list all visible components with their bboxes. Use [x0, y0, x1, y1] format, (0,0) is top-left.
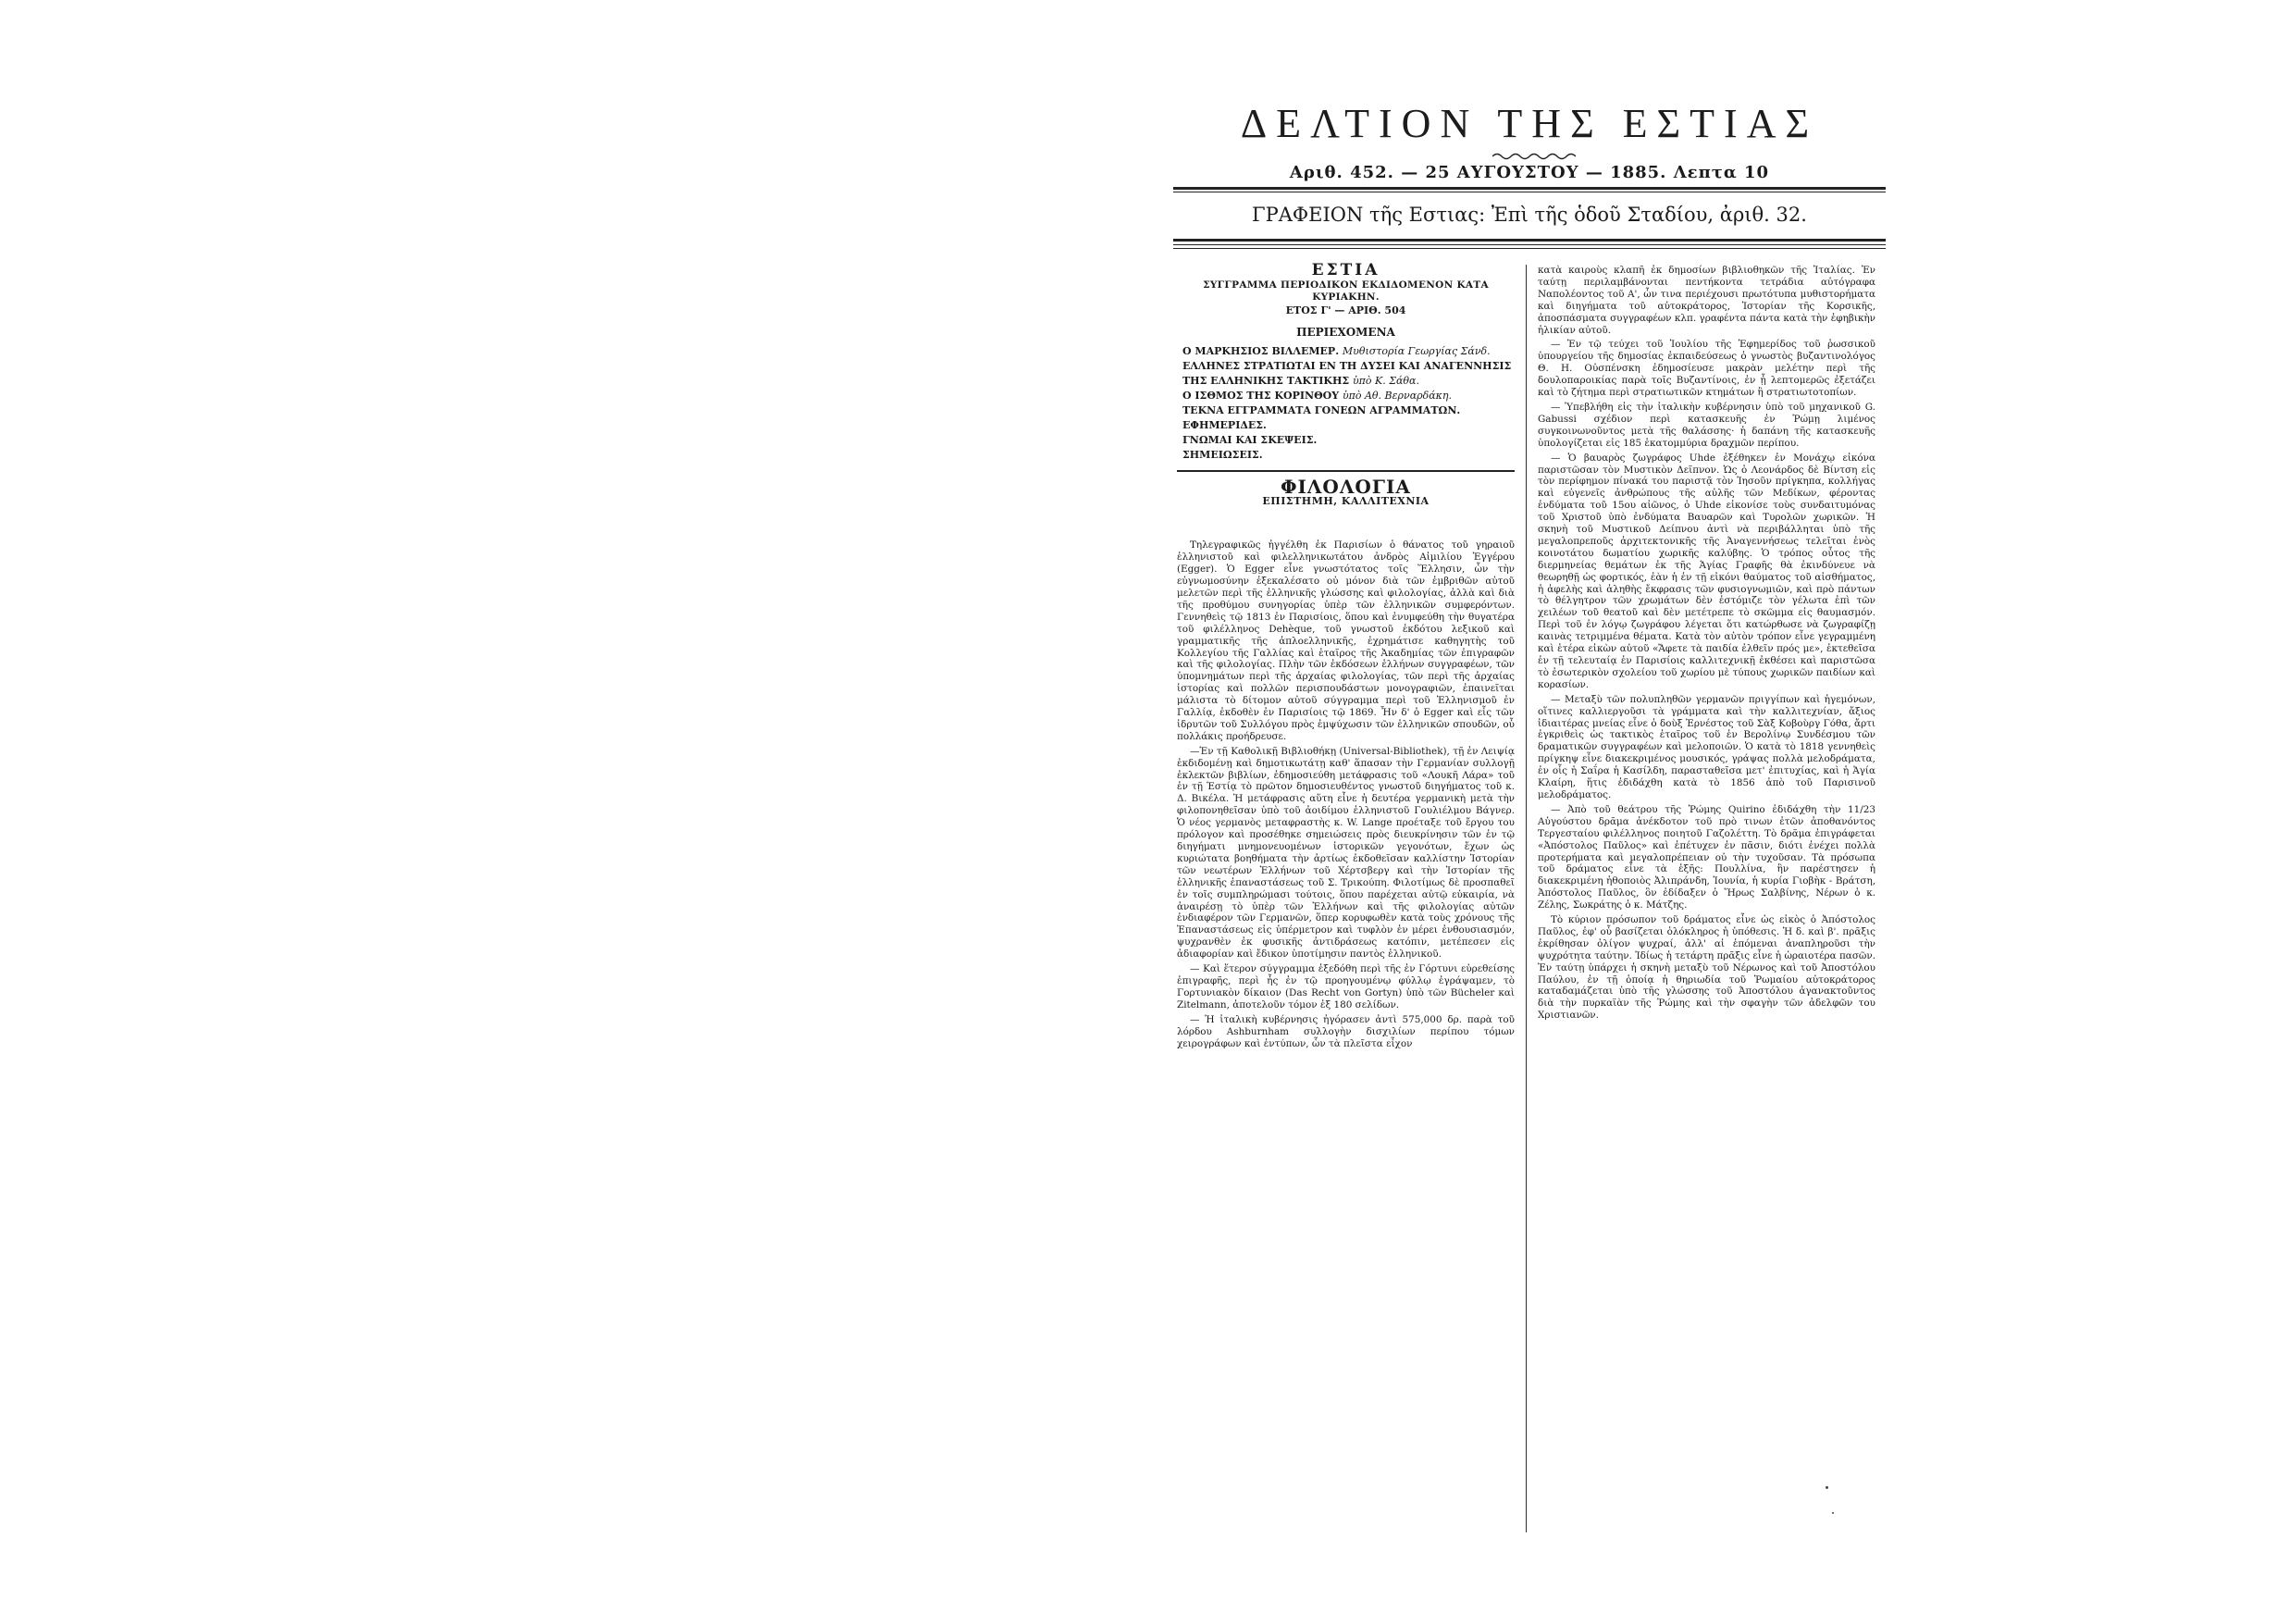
print-speck: [1826, 1486, 1828, 1489]
article-paragraph: —Ἐν τῇ Καθολικῇ Βιβλιοθήκῃ (Universal-Bibliothek), τῇ ἐν Λειψίᾳ ἐκδιδομένῃ καὶ δημοτικωτάτῃ καθ' ἅπασαν τὴν Γερμανίαν συλλογῇ ἐκλεκτῶν βιβλίων, ἐδημοσιεύθη μετάφρασις τοῦ «Λουκῆ Λάρα» τοῦ ἐν τῇ Ἑστίᾳ τὸ πρῶτον δημοσιευθέντος γνωστοῦ διηγήματος τοῦ κ. Δ. Βικέλα. Ἡ μετάφρασις αὕτη εἶνε ἡ δευτέρα γερμανικὴ μετὰ τὴν φιλοπονηθεῖσαν ὑπὸ τοῦ ἀοιδίμου ἑλληνιστοῦ Γουλιέλμου Βάγνερ. Ὁ νέος γερμανὸς μεταφραστὴς κ. W. Lange προέταξε τοῦ ἔργου του πρόλογον καὶ προσέθηκε σημειώσεις πρὸς διευκρίνησιν τῶν ἐν τῷ διηγήματι μνημονευομένων ἱστορικῶν γεγονότων, ἔχων ὡς κυριώτατα βοηθήματα τὴν ἀρτίως ἐκδοθεῖσαν καλλίστην Ἱστορίαν τῶν νεωτέρων Ἑλλήνων τοῦ Χέρτσβεργ καὶ τὴν Ἱστορίαν τῆς ἑλληνικῆς ἐπαναστάσεως τοῦ Σ. Τρικούπη. Φιλοτίμως δὲ προσπαθεῖ ἐν τοῖς συμπληρώμασι τούτοις, ὅπου παρέχεται αὐτῷ εὐκαιρία, νὰ ἀναιρέσῃ τὸ ὑπὲρ τῶν Ἑλλήνων καὶ τῆς φιλολογίας αὐτῶν ἐνδιαφέρον τῶν Γερμανῶν, ὅπερ κορυφωθὲν κατὰ τοὺς χρόνους τῆς Ἐπαναστάσεως εἰς ὑπέρμετρον καὶ τυφλὸν ἐν μέρει ἐνθουσιασμόν, ψυχρανθὲν ἐκ φυσικῆς ἀντιδράσεως κατόπιν, μετέπεσεν εἰς ἀδιαφορίαν καὶ ἔδικον ὑποτίμησιν παντὸς ἑλληνικοῦ.: [1177, 745, 1515, 961]
section-separator: [1177, 470, 1515, 472]
contents-item: ΣΗΜΕΙΩΣΕΙΣ.: [1182, 448, 1263, 461]
masthead-rule-top: [1173, 187, 1886, 190]
article-paragraph: Τὸ κύριον πρόσωπον τοῦ δράματος εἶνε ὡς εἰκὸς ὁ Ἀπόστολος Παῦλος, ἐφ' οὗ βασίζεται ὁλόκληρος ἡ ὑπόθεσις. Ἡ δ. καὶ β'. πρᾶξις ἐκρίθησαν ὀλίγον ψυχραί, ἀλλ' αἱ ἑπόμεναι ἀναπληροῦσι τὴν ψυχρότητα ταύτην. Ἰδίως ἡ τετάρτη πρᾶξις εἶνε ἡ ὡραιοτέρα πασῶν. Ἐν ταύτῃ ὑπάρχει ἡ σκηνὴ μεταξὺ τοῦ Νέρωνος καὶ τοῦ Ἀποστόλου Παύλου, ἐν τῇ ὁποίᾳ ἡ θηριωδία τοῦ Ῥωμαίου αὐτοκράτορος καταδαμάζεται ὑπὸ τῆς γλώσσης τοῦ Ἀποστόλου ἀγανακτοῦντος διὰ τὴν πυρκαϊὰν τῆς Ῥώμης καὶ τὴν σφαγὴν τῶν ἀδελφῶν του Χριστιανῶν.: [1538, 914, 1875, 1022]
issue-line: Αριθ. 452. — 25 ΑΥΓΟΥΣΤΟΥ — 1885. Λεπτα 10: [1289, 163, 1770, 182]
contents-item: ΕΦΗΜΕΡΙΔΕΣ.: [1182, 418, 1267, 431]
left-column: [1177, 261, 1515, 1052]
masthead-rule-bottom-thin: [1173, 244, 1886, 245]
article-paragraph: — Μεταξὺ τῶν πολυπληθῶν γερμανῶν πριγγίπων καὶ ἡγεμόνων, οἵτινες καλλιεργοῦσι τὰ γράμματα καὶ τὴν καλλιτεχνίαν, ἄξιος ἰδιαιτέρας μνείας εἶνε ὁ δοὺξ Ἐρνέστος τοῦ Σὰξ Κοβοὺργ Γόθα, ἄρτι ἐγκριθεὶς ὡς τακτικὸς ἑταῖρος τοῦ ἐν Βερολίνῳ Συνδέσμου τῶν δραματικῶν συγγραφέων καὶ μελοποιῶν. Ὁ κατὰ τὸ 1818 γεννηθεὶς πρίγκηψ εἶνε διακεκριμένος μουσικός, γράψας πολλὰ μελοδράματα, ἐν οἷς ἡ Σαΐρα ἡ Κασίλδη, παρασταθεῖσα μετ' ἐπιτυχίας, καὶ ἡ Ἁγία Κλαίρη, ἥτις ἐδιδάχθη κατὰ τὸ 1856 ἀπὸ τοῦ Παρισινοῦ μελοδράματος.: [1538, 693, 1875, 800]
contents-item: Ο ΙΣΘΜΟΣ ΤΗΣ ΚΟΡΙΝΘΟΥ ὑπὸ Αθ. Βερναρδάκη.: [1182, 389, 1452, 402]
estia-title: ΕΣΤΙΑ: [1311, 261, 1380, 279]
contents-item: ΕΛΛΗΝΕΣ ΣΤΡΑΤΙΩΤΑΙ ΕΝ ΤΗ ΔΥΣΕΙ ΚΑΙ ΑΝΑΓΕΝΝΗΣΙΣ ΤΗΣ ΕΛΛΗΝΙΚΗΣ ΤΑΚΤΙΚΗΣ ὑπὸ Κ. Σάθα.: [1182, 359, 1512, 387]
contents-item: ΤΕΚΝΑ ΕΓΓΡΑΜΜΑΤΑ ΓΟΝΕΩΝ ΑΓΡΑΜΜΑΤΩΝ.: [1182, 403, 1461, 416]
article-paragraph: — Ἀπὸ τοῦ θεάτρου τῆς Ῥώμης Quirino ἐδιδάχθη τὴν 11/23 Αὐγούστου δρᾶμα ἀνέκδοτον τοῦ πρὸ τινων ἐτῶν ἀποθανόντος Τεργεσταίου φιλέλληνος ποιητοῦ Γαζολέττη. Τὸ δρᾶμα ἐπιγράφεται «Ἀπόστολος Παῦλος» καὶ ἐπέτυχεν ἐν πᾶσιν, διότι ἐνέχει πολλὰ προτερήματα καὶ μεγαλοπρέπειαν οὐ τὴν τυχοῦσαν. Τὰ πρόσωπα τοῦ δράματος εἶνε τὰ ἑξῆς: Πουλλίνα, ἣν παρέστησεν ἡ διακεκριμένη ἠθοποιὸς Ἀλιπράνδη, Ἰουνία, ἡ κυρία Γιοβὴκ - Βράτση, Ἀπόστολος Παῦλος, ὃν ἐδίδαξεν ὁ Ἥρως Σαλβίνης, Νέρων ὁ κ. Ζέλης, Σωκράτης ὁ κ. Μάτζης.: [1538, 803, 1875, 911]
office-address: ΓΡΑΦΕΙΟΝ τῆς Εστιας: Ἐπὶ τῆς ὁδοῦ Σταδίου, ἀριθ. 32.: [1252, 204, 1807, 226]
article-paragraph: — Ἐν τῷ τεύχει τοῦ Ἰουλίου τῆς Ἐφημερίδος τοῦ ῥωσσικοῦ ὑπουργείου τῆς δημοσίας ἐκπαιδεύσεως ὁ γνωστὸς βυζαντινολόγος Θ. Η. Οὐσπένσκη ἐδημοσίευσε μακρὰν μελέτην περὶ τῆς δουλοπαροικίας παρὰ τοῖς Βυζαντίνοις, ἐν ᾗ λεπτομερῶς ἐξετάζει καὶ τὸ ζήτημα περὶ στρατιωτικῶν κτημάτων ἢ στρατιωτοτοπίων.: [1538, 339, 1875, 399]
section-title: ΦΙΛΟΛΟΓΙΑ: [1281, 475, 1411, 498]
column-divider: [1526, 265, 1527, 1532]
article-paragraph: Τηλεγραφικῶς ἠγγέλθη ἐκ Παρισίων ὁ θάνατος τοῦ γηραιοῦ ἑλληνιστοῦ καὶ φιλελληνικωτάτου ἀνδρὸς Αἰμιλίου Ἐγγέρου (Egger). Ὁ Egger εἶνε γνωστότατος τοῖς Ἕλλησιν, ὧν τὴν εὐγνωμοσύνην ἐξεκαλέσατο οὐ μόνον διὰ τῶν ἐμβριθῶν αὐτοῦ μελετῶν περὶ τῆς ἑλληνικῆς γλώσσης καὶ φιλολογίας, ἀλλὰ καὶ διὰ τῆς προθύμου συνηγορίας ὑπὲρ τῶν ἑλληνικῶν συμφερόντων. Γεννηθεὶς τῷ 1813 ἐν Παρισίοις, ὅπου καὶ ἐνυμφεύθη τὴν θυγατέρα τοῦ φιλέλληνος Dehèque, τοῦ γνωστοῦ ἐκδότου λεξικοῦ καὶ γραμματικῆς τῆς ἁπλοελληνικῆς, ἐχρημάτισε καθηγητὴς τοῦ Κολλεγίου τῆς Γαλλίας καὶ ἑταῖρος τῆς Ἀκαδημίας τῶν ἐπιγραφῶν καὶ τῆς φιλολογίας. Πλὴν τῶν ἐκδόσεων ἑλλήνων συγγραφέων, τῶν ὑπομνημάτων περὶ τῆς ἀρχαίας φιλολογίας, τῶν περὶ τῆς ἀρχαίας ἱστορίας καὶ πολλῶν περισπουδάστων μονογραφιῶν, ἐπαινεῖται μάλιστα τὸ δίτομον αὐτοῦ σύγγραμμα περὶ τοῦ Ἑλληνισμοῦ ἐν Γαλλίᾳ, ἐκδοθὲν ἐν Παρισίοις τῷ 1869. Ἦν δ' ὁ Egger καὶ εἷς τῶν ἱδρυτῶν τοῦ Συλλόγου πρὸς ἐμψύχωσιν τῶν ἑλληνικῶν σπουδῶν, οὗ πολλάκις προήδρευσε.: [1177, 539, 1515, 742]
masthead-rule-bottom: [1173, 239, 1886, 242]
estia-issue: ΕΤΟΣ Γ' — ΑΡΙΘ. 504: [1285, 304, 1406, 316]
right-column: [1538, 265, 1875, 1024]
article-paragraph: — Ὑπεβλήθη εἰς τὴν ἰταλικὴν κυβέρνησιν ὑπὸ τοῦ μηχανικοῦ G. Gabussi σχέδιον περὶ κατασκευῆς ἐν Ῥώμῃ λιμένος συγκοινωνοῦντος μετὰ τῆς θαλάσσης· ἡ δαπάνη τῆς κατασκευῆς ὑπολογίζεται εἰς 185 ἑκατομμύρια δραχμῶν περίπου.: [1538, 401, 1875, 449]
contents-item: Ο ΜΑΡΚΗΣΙΟΣ ΒΙΛΛΕΜΕΡ. Μυθιστορία Γεωργίας Σάνδ.: [1182, 344, 1491, 357]
article-paragraph: κατὰ καιροὺς κλαπῆ ἐκ δημοσίων βιβλιοθηκῶν τῆς Ἰταλίας. Ἐν ταύτῃ περιλαμβάνονται πεντήκοντα τετράδια αὐτόγραφα Ναπολέοντος τοῦ Α', ὧν τινα περιέχουσι πρωτότυπα μυθιστορήματα καὶ διηγήματα τοῦ αὐτοκράτορος, Ἱστορίαν τῆς Κορσικῆς, ἀποσπάσματα συγγραφέων κλπ. γραφέντα πάντα κατὰ τὴν ἐφηβικὴν ἡλικίαν αὐτοῦ.: [1538, 265, 1875, 336]
newspaper-page: [1173, 91, 1886, 1608]
section-subtitle: ΕΠΙΣΤΗΜΗ, ΚΑΛΛΙΤΕΧΝΙΑ: [1262, 495, 1430, 508]
masthead-rule-bottom-2: [1173, 248, 1886, 249]
ornament-wave: [1492, 152, 1576, 161]
article-paragraph: — Καὶ ἕτερον σύγγραμμα ἐξεδόθη περὶ τῆς ἐν Γόρτυνι εὑρεθείσης ἐπιγραφῆς, περὶ ἧς ἐν τῷ προηγουμένῳ φύλλῳ ἐγράψαμεν, τὸ Γορτυνιακὸν δίκαιον (Das Recht von Gortyn) ὑπὸ τῶν Bücheler καὶ Zitelmann, ἀποτελοῦν τόμον ἐξ 180 σελίδων.: [1177, 963, 1515, 1010]
print-speck: [1832, 1512, 1834, 1514]
article-paragraph: — Ἡ ἰταλικὴ κυβέρνησις ἠγόρασεν ἀντὶ 575,000 δρ. παρὰ τοῦ λόρδου Ashburnham συλλογὴν δισχιλίων περίπου τόμων χειρογράφων καὶ ἐντύπων, ὧν τὰ πλεῖστα εἶχον: [1177, 1013, 1515, 1049]
contents-item: ΓΝΩΜΑΙ ΚΑΙ ΣΚΕΨΕΙΣ.: [1182, 433, 1318, 446]
contents-heading: ΠΕΡΙΕΧΟΜΕΝΑ: [1296, 325, 1395, 339]
article-paragraph: — Ὁ βαυαρὸς ζωγράφος Uhde ἐξέθηκεν ἐν Μονάχῳ εἰκόνα παριστῶσαν τὸν Μυστικὸν Δεῖπνον. Ὡς ὁ Λεονάρδος δὲ Βίντση εἰς τὸν περίφημον πίνακά του παριστᾷ τὸν Ἰησοῦν πρίγκηπα, κολλήγας καὶ εὐγενεῖς ἀνθρώπους τῆς αὐλῆς τῶν Μεδίκων, φέροντας ἐνδύματα τοῦ 15ου αἰῶνος, ὁ Uhde εἰκονίσε τοὺς συνδαιτυμόνας τοῦ Χριστοῦ ὑπὸ ἐνδύματα Βαυαρῶν καὶ Τυρολῶν χωρικῶν. Ἡ σκηνὴ τοῦ Μυστικοῦ Δείπνου ἀντὶ νὰ περιβάλληται ὑπὸ τῆς μεγαλοπρεποῦς ἀρχιτεκτονικῆς τῆς Ἀναγεννήσεως τελεῖται ἐνὸς κοινοτάτου δωματίου χωρικῆς καλύβης. Ὁ τρόπος οὗτος τῆς διερμηνείας θεμάτων ἐκ τῆς Ἁγίας Γραφῆς θὰ ἐκινδύνευε νὰ θεωρηθῇ ὡς φορτικός, ἐὰν ἡ ἐν τῇ εἰκόνι θαύματος τοῦ αἰσθήματος, ἡ ἀφελὴς καὶ ἀληθὴς ἔκφρασις τῶν φυσιογνωμιῶν, καὶ πρὸ πάντων τὸ θέλγητρον τῶν χρωμάτων δὲν ἐστόμιζε τὸν γέλωτα ἐπὶ τῶν χειλέων τοῦ θεατοῦ καὶ δὲν μετέτρεπε τὸ σκῶμμα εἰς θαυμασμόν. Περὶ τοῦ ἐν λόγῳ ζωγράφου λέγεται ὅτι κατώρθωσε νὰ ζωγραφίζῃ καινὰς τετριμμένα θέματα. Κατὰ τὸν αὐτὸν τρόπον εἶνε γεγραμμένη καὶ ἑτέρα εἰκὼν αὐτοῦ «Ἄφετε τὰ παιδία ἐλθεῖν πρός με», ἐκτεθεῖσα ἐν τῇ τελευταίᾳ ἐν Παρισίοις καλλιτεχνικῇ ἐκθέσει καὶ παριστῶσα τὸ ἐσωτερικὸν σχολείου τοῦ χωρίου μὲ τύπους χωρικῶν παιδίων καὶ κορασίων.: [1538, 452, 1875, 690]
contents-list: [1177, 344, 1515, 463]
masthead-title: ΔΕΛΤΙΟΝ ΤΗΣ ΕΣΤΙΑΣ: [1240, 101, 1819, 146]
estia-subtitle: ΣΥΓΓΡΑΜΜΑ ΠΕΡΙΟΔΙΚΟΝ ΕΚΔΙΔΟΜΕΝΟΝ ΚΑΤΑ ΚΥΡΙΑΚΗΝ.: [1203, 279, 1489, 303]
